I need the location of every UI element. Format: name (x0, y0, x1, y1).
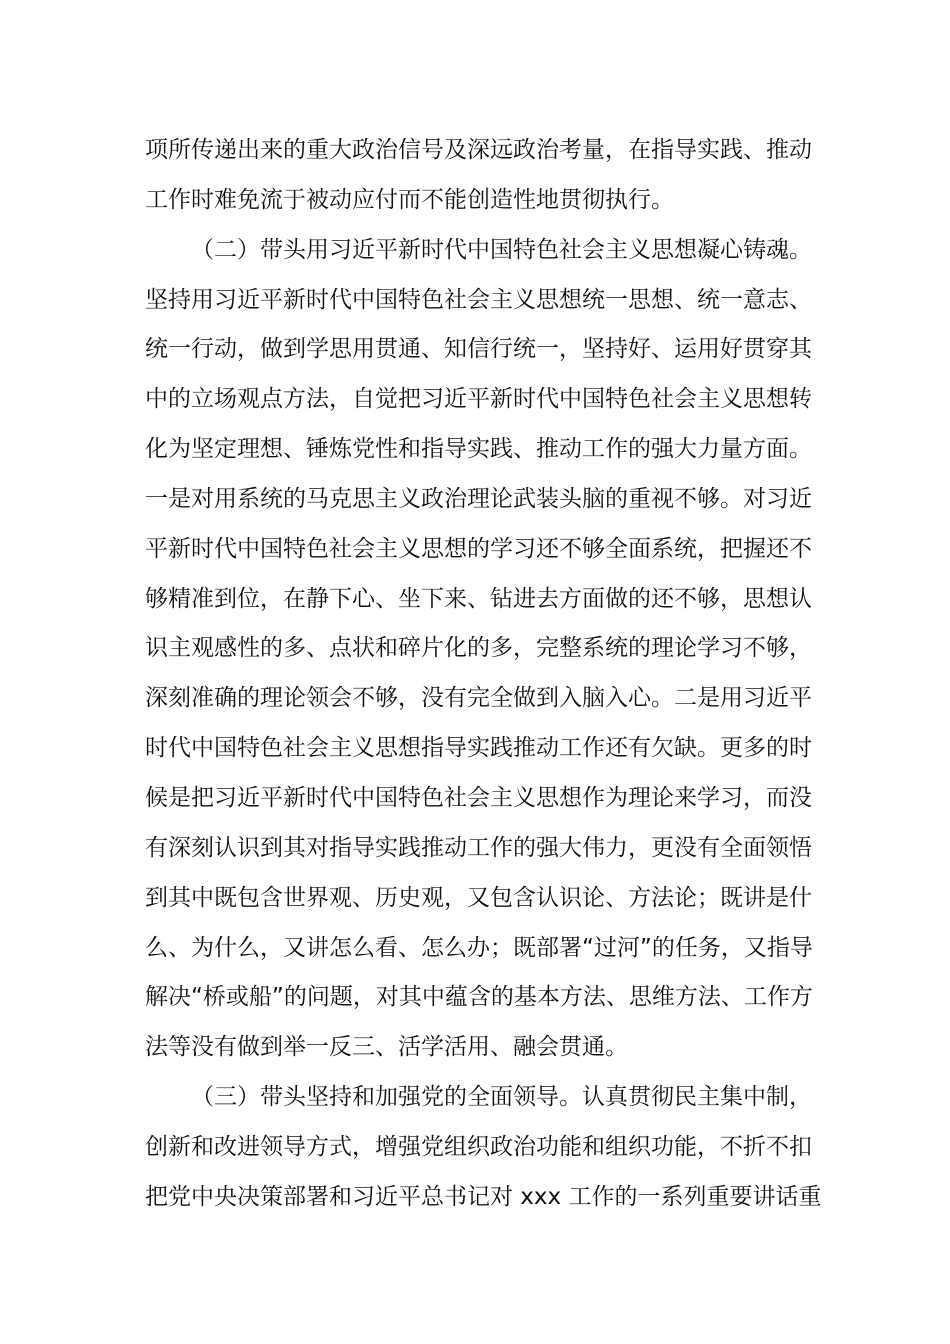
section-heading-line: （二）带头用习近平新时代中国特色社会主义思想凝心铸魂。 (191, 236, 812, 263)
section-heading-line: （三）带头坚持和加强党的全面领导。认真贯彻民主集中制， (191, 1084, 812, 1111)
text-line: 候是把习近平新时代中国特色社会主义思想作为理论来学习，而没 (145, 784, 812, 811)
text-line: 工作时难免流于被动应付而不能创造性地贯彻执行。 (145, 186, 674, 213)
text-line: 平新时代中国特色社会主义思想的学习还不够全面系统，把握还不 (145, 535, 812, 562)
text-line: 么、为什么，又讲怎么看、怎么办；既部署“过河”的任务，又指导 (145, 934, 813, 961)
text-line: 一是对用系统的马克思主义政治理论武装头脑的重视不够。对习近 (145, 485, 812, 512)
text-line: 法等没有做到举一反三、活学活用、融会贯通。 (145, 1034, 628, 1061)
text-line: 坚持用习近平新时代中国特色社会主义思想统一思想、统一意志、 (145, 286, 812, 313)
text-line: 识主观感性的多、点状和碎片化的多，完整系统的理论学习不够， (145, 635, 812, 662)
text-line: 有深刻认识到其对指导实践推动工作的强大伟力，更没有全面领悟 (145, 834, 812, 861)
text-line: 创新和改进领导方式，增强党组织政治功能和组织功能，不折不扣 (145, 1133, 812, 1160)
text-line: 统一行动，做到学思用贯通、知信行统一，坚持好、运用好贯穿其 (145, 336, 812, 363)
text-line: 把党中央决策部署和习近平总书记对 xxx 工作的一系列重要讲话重 (145, 1183, 822, 1210)
document-body (145, 126, 822, 1223)
text-line: 深刻准确的理论领会不够，没有完全做到入脑入心。二是用习近平 (145, 685, 812, 712)
text-line: 项所传递出来的重大政治信号及深远政治考量，在指导实践、推动 (145, 137, 812, 163)
text-line: 中的立场观点方法，自觉把习近平新时代中国特色社会主义思想转 (145, 386, 812, 413)
text-line: 时代中国特色社会主义思想指导实践推动工作还有欠缺。更多的时 (145, 735, 812, 762)
text-line: 够精准到位，在静下心、坐下来、钻进去方面做的还不够，思想认 (145, 585, 812, 612)
text-line: 化为坚定理想、锤炼党性和指导实践、推动工作的强大力量方面。 (145, 436, 812, 463)
text-line: 解决“桥或船”的问题，对其中蕴含的基本方法、思维方法、工作方 (145, 984, 813, 1011)
text-line: 到其中既包含世界观、历史观，又包含认识论、方法论；既讲是什 (145, 884, 812, 911)
